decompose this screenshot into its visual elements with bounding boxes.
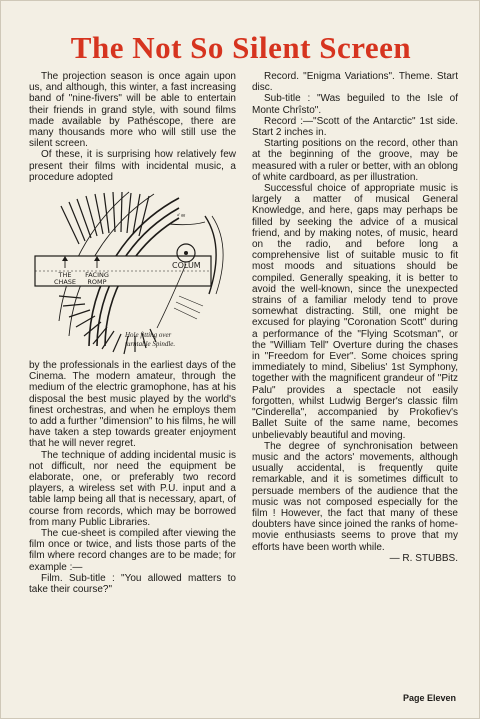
paragraph: The degree of synchronisation between music and the actors' movements, although usually accidental, is frequently quite remarkable, and it is sometimes difficult to persuade members of the audience that the music was not composed especially for the film ! However, the fact that many of these doubters have since joined the ranks of home-movie enthusiasts seems to prove that my efforts have been worth while. xyxy=(252,440,458,553)
paragraph: The cue-sheet is compiled after viewing the film once or twice, and lists those parts of the film where record changes are to be made; for example :— xyxy=(29,528,236,573)
paragraph: Successful choice of appropriate music is largely a matter of musical General Knowledge, and here, gaps may perhaps be filled by seeking the advice of a musical friend, and by making notes, of music, heard on the radio, and before long a comprehensive list of suitable music to fit most moods and situations should be compiled. Generally speaking, it is better to avoid the well-known, since the unexpected strains of a familiar melody tend to prove somewhat distracting. Still, one might be excused for playing "Coronation Scott" during a performance of the "Flying Scotsman", or the "William Tell" Overture during the chases in "Freedom for Ever". Some choices spring immediately to mind, Sibelius' 1st Symphony, together with the magnificent grandeur of "Pitz Palu" provides a spectacle not easily forgotten, whilst Ludwig Berger's classic film "Cinderella", accompanied by Prokofiev's Ballet Suite of the same name, becomes unbelievably beautiful and moving. xyxy=(252,183,458,441)
record-cue-illustration xyxy=(29,186,236,356)
right-column xyxy=(252,71,458,564)
paragraph: The technique of adding incidental music is not difficult, nor need the equipment be elaborate, one, or preferably two record players, a wireless set with P.U. input and a table lamp being all that is necessary, apart, of course from records, which may be borrowed from many Public Libraries. xyxy=(29,449,236,528)
page-number: Page Eleven xyxy=(402,693,456,703)
signature-dash: — xyxy=(389,552,400,564)
figure-label-facing: FACING xyxy=(85,271,109,280)
left-column xyxy=(29,71,236,595)
paragraph: The projection season is once again upon us, and although, this winter, a fast increasing band of "nine-fivers" will be able to entertain their friends in grand style, with sound films made available by Pathéscope, there are many thousands more who will still use the silent screen. xyxy=(29,71,236,150)
figure-label-romp: ROMP xyxy=(87,278,107,287)
figure-label-colum: COLUM xyxy=(172,261,201,271)
figure-caption-line1: Hole fitting over xyxy=(125,331,172,340)
article-title: The Not So Silent Screen xyxy=(70,30,412,65)
paragraph: Sub-title : "Was beguiled to the Isle of Monte Chrîsto". xyxy=(252,93,458,116)
paragraph: Record :—"Scott of the Antarctic" 1st side. Start 2 inches in. xyxy=(252,115,458,139)
author-signature: R. STUBBS. xyxy=(402,552,458,564)
paragraph: Of these, it is surprising how relatively few present their films with incidental music, a procedure adopted xyxy=(29,149,236,183)
paragraph: Starting positions on the record, other than at the beginning of the groove, may be measured with a ruler or better, with an oblong of white cardboard, as per illustration. xyxy=(252,138,458,183)
signature-line xyxy=(252,553,458,564)
figure-label-the: THE xyxy=(58,271,72,280)
figure-label-chase: CHASE xyxy=(53,278,77,287)
paragraph: by the professionals in the earliest days of the Cinema. The modern amateur, through the medium of the electric gramophone, has at his disposal the best music played by the world's finest orchestras, and when he employs them to add a further "dimension" to his films, he will have taken a step towards greater enjoyment that he will never regret. xyxy=(29,360,236,450)
paragraph: Film. Sub-title : "You allowed matters to take their course?" xyxy=(29,572,236,596)
paragraph: Record. "Enigma Variations". Theme. Start disc. xyxy=(252,71,458,94)
svg-text:ᵈ ᵍᵍ: ᵈ ᵍᵍ xyxy=(177,212,185,221)
figure-caption-line2: turntable Spindle. xyxy=(125,340,176,349)
